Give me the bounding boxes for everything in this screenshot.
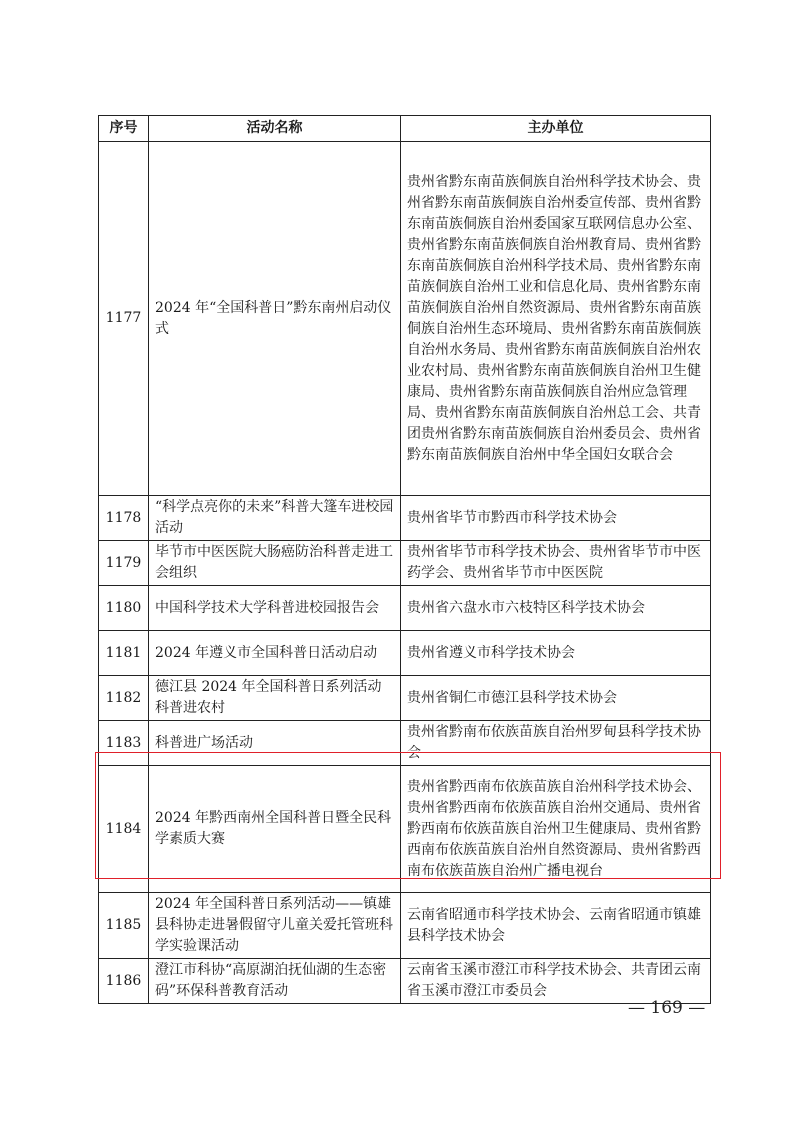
table-row: [99, 631, 711, 676]
table-row: [99, 893, 711, 959]
header-activity-name: 活动名称: [149, 116, 401, 142]
page-number: — 169 —: [628, 998, 706, 1018]
row-number: 1178: [99, 496, 149, 541]
activity-name: 2024 年全国科普日系列活动——镇雄县科协走进暑假留守儿童关爱托管班科学实验课活动: [149, 893, 401, 959]
activity-name: 2024 年遵义市全国科普日活动启动: [149, 631, 401, 676]
table-row: [99, 142, 711, 496]
activity-table: [98, 115, 711, 1004]
activity-name: 科普进广场活动: [149, 721, 401, 766]
activity-name: 毕节市中医医院大肠癌防治科普走进工会组织: [149, 541, 401, 586]
row-number: 1180: [99, 586, 149, 631]
organizer: 贵州省遵义市科学技术协会: [401, 631, 711, 676]
row-number: 1183: [99, 721, 149, 766]
table-row: [99, 541, 711, 586]
row-number: 1184: [99, 766, 149, 893]
row-number: 1179: [99, 541, 149, 586]
table-header-row: [99, 116, 711, 142]
table-row: [99, 496, 711, 541]
organizer: 云南省玉溪市澄江市科学技术协会、共青团云南省玉溪市澄江市委员会: [401, 959, 711, 1004]
table-row: [99, 676, 711, 721]
row-number: 1182: [99, 676, 149, 721]
table-row: [99, 959, 711, 1004]
activity-name: 澄江市科协“高原湖泊抚仙湖的生态密码”环保科普教育活动: [149, 959, 401, 1004]
activity-name: 2024 年黔西南州全国科普日暨全民科学素质大赛: [149, 766, 401, 893]
organizer: 云南省昭通市科学技术协会、云南省昭通市镇雄县科学技术协会: [401, 893, 711, 959]
organizer: 贵州省毕节市科学技术协会、贵州省毕节市中医药学会、贵州省毕节市中医医院: [401, 541, 711, 586]
table-row: [99, 586, 711, 631]
activity-name: 中国科学技术大学科普进校园报告会: [149, 586, 401, 631]
header-number: 序号: [99, 116, 149, 142]
organizer: 贵州省六盘水市六枝特区科学技术协会: [401, 586, 711, 631]
organizer: 贵州省黔南布依族苗族自治州罗甸县科学技术协会: [401, 721, 711, 766]
row-number: 1177: [99, 142, 149, 496]
row-number: 1185: [99, 893, 149, 959]
header-organizer: 主办单位: [401, 116, 711, 142]
organizer: 贵州省黔西南布依族苗族自治州科学技术协会、贵州省黔西南布依族苗族自治州交通局、贵州省黔西南布依族苗族自治州卫生健康局、贵州省黔西南布依族苗族自治州自然资源局、贵州省黔西南布依族苗族自治州广播电视台: [401, 766, 711, 893]
organizer: 贵州省毕节市黔西市科学技术协会: [401, 496, 711, 541]
table-row: [99, 721, 711, 766]
activity-name: 2024 年“全国科普日”黔东南州启动仪式: [149, 142, 401, 496]
activity-name: “科学点亮你的未来”科普大篷车进校园活动: [149, 496, 401, 541]
row-number: 1186: [99, 959, 149, 1004]
organizer: 贵州省黔东南苗族侗族自治州科学技术协会、贵州省黔东南苗族侗族自治州委宣传部、贵州省黔东南苗族侗族自治州委国家互联网信息办公室、贵州省黔东南苗族侗族自治州教育局、贵州省黔东南苗族侗族自治州科学技术局、贵州省黔东南苗族侗族自治州工业和信息化局、贵州省黔东南苗族侗族自治州自然资源局、贵州省黔东南苗族侗族自治州生态环境局、贵州省黔东南苗族侗族自治州水务局、贵州省黔东南苗族侗族自治州农业农村局、贵州省黔东南苗族侗族自治州卫生健康局、贵州省黔东南苗族侗族自治州应急管理局、贵州省黔东南苗族侗族自治州总工会、共青团贵州省黔东南苗族侗族自治州委员会、贵州省黔东南苗族侗族自治州中华全国妇女联合会: [401, 142, 711, 496]
table-row: [99, 766, 711, 893]
row-number: 1181: [99, 631, 149, 676]
activity-name: 德江县 2024 年全国科普日系列活动科普进农村: [149, 676, 401, 721]
organizer: 贵州省铜仁市德江县科学技术协会: [401, 676, 711, 721]
